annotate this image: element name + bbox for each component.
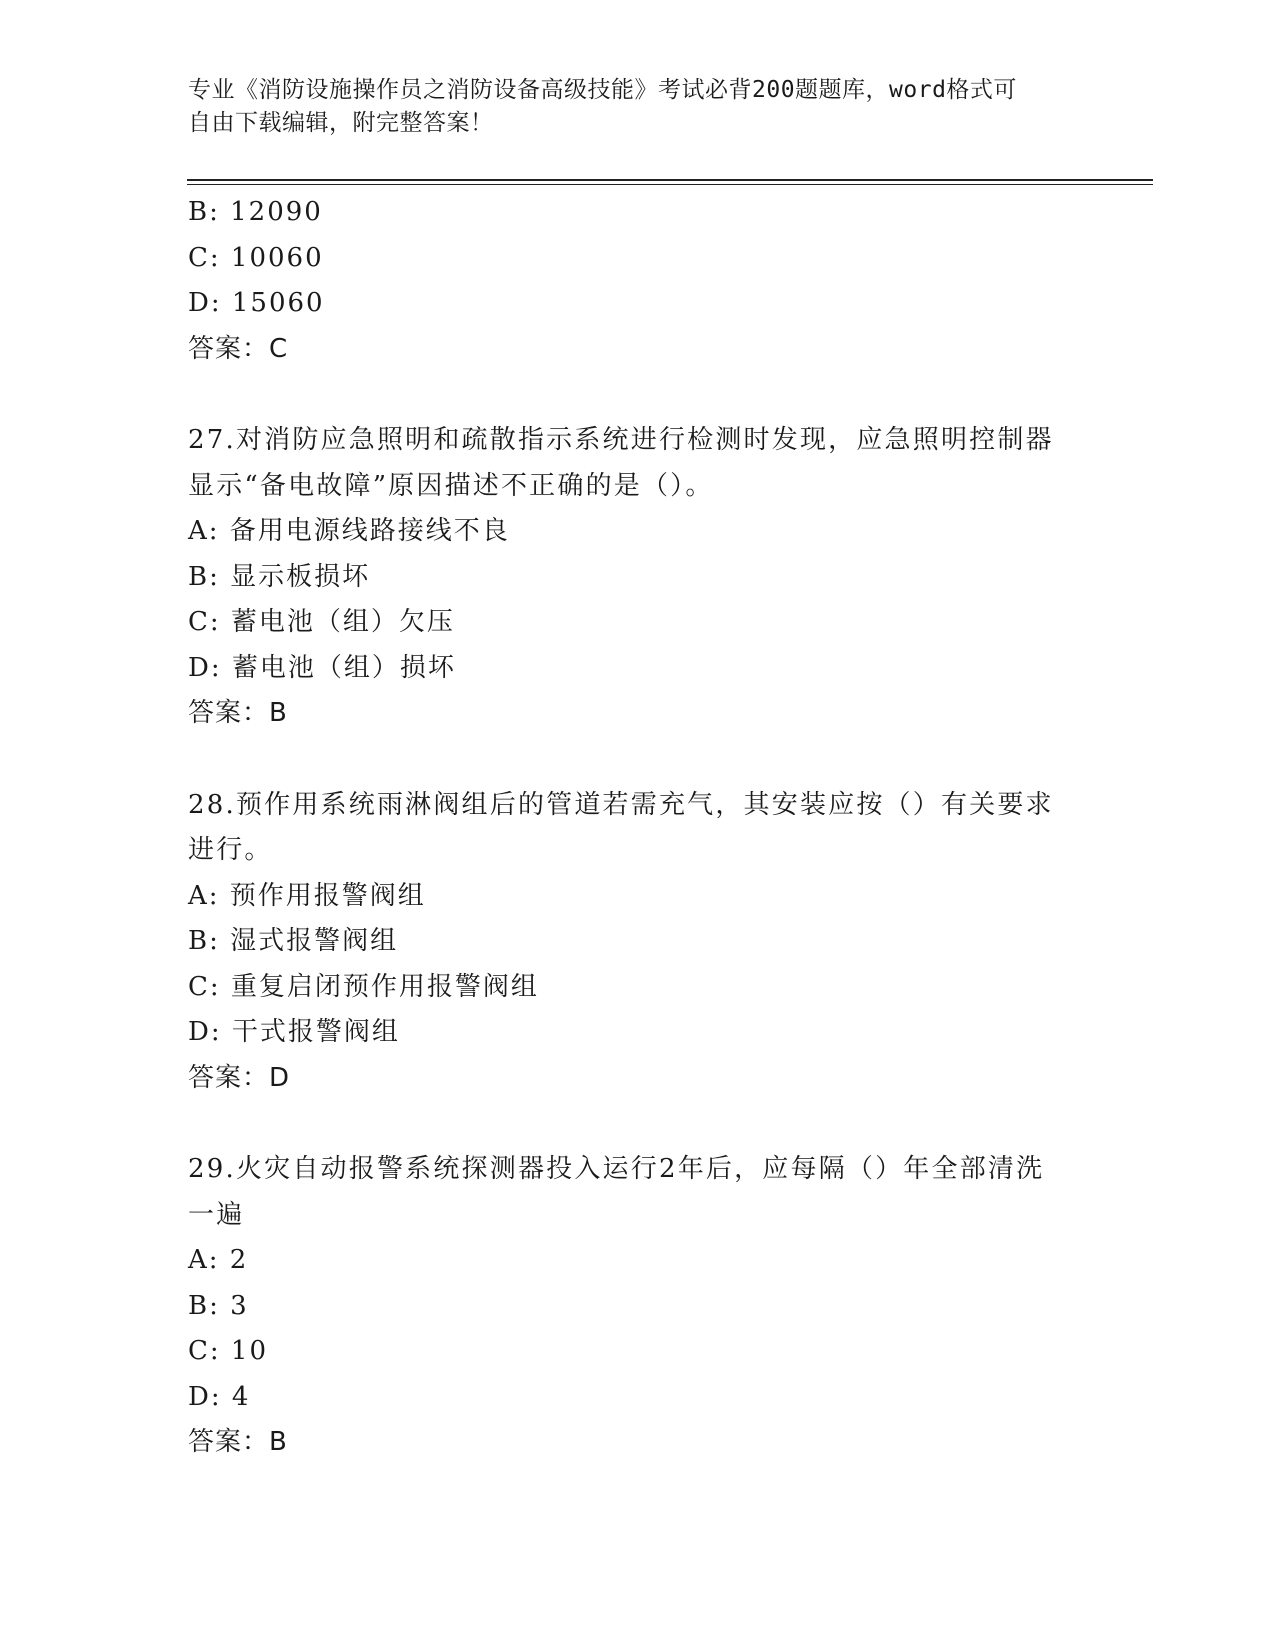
header-rule-thin: [187, 184, 1153, 185]
option-b: B: 12090: [188, 197, 323, 227]
question-list: [188, 190, 1088, 1466]
option-c: C: 10: [188, 1336, 269, 1366]
option-b: B: 湿式报警阀组: [188, 926, 399, 956]
option-a: A: 2: [188, 1245, 249, 1275]
answer: 答案：B: [188, 698, 288, 728]
option-a: A: 预作用报警阀组: [188, 880, 426, 911]
option-d: D: 4: [188, 1381, 251, 1412]
option-b: B: 3: [188, 1290, 249, 1321]
option-c: C: 10060: [188, 242, 324, 273]
question-text-line-2: 进行。: [188, 835, 273, 865]
header-rule-thick: [187, 179, 1153, 181]
option-c: C: 重复启闭预作用报警阀组: [188, 971, 539, 1002]
option-d: D: 蓄电池（组）损坏: [188, 652, 456, 683]
spacer: [188, 1101, 1088, 1147]
answer: 答案：C: [188, 333, 289, 364]
question-text-line-1: 27.对消防应急照明和疏散指示系统进行检测时发现，应急照明控制器: [188, 425, 1054, 455]
question-29: [188, 1147, 1088, 1466]
spacer: [188, 737, 1088, 783]
option-c: C: 蓄电池（组）欠压: [188, 607, 455, 637]
option-a: A: 备用电源线路接线不良: [188, 516, 510, 546]
question-26: [188, 190, 1088, 372]
answer: 答案：D: [188, 1062, 291, 1093]
question-text-line-2: 显示“备电故障”原因描述不正确的是（）。: [188, 470, 714, 501]
option-b: B: 显示板损坏: [188, 561, 371, 592]
question-text-line-2: 一遍: [188, 1199, 245, 1230]
header-line-1: 专业《消防设施操作员之消防设备高级技能》考试必背200题题库，word格式可: [188, 77, 1017, 103]
question-text-line-1: 28.预作用系统雨淋阀组后的管道若需充气，其安装应按（）有关要求: [188, 789, 1054, 820]
question-text-line-1: 29.火灾自动报警系统探测器投入运行2年后，应每隔（）年全部清洗: [188, 1154, 1045, 1184]
question-28: [188, 783, 1088, 1102]
header-line-2: 自由下载编辑，附完整答案！: [188, 110, 494, 136]
question-27: [188, 418, 1088, 737]
option-d: D: 干式报警阀组: [188, 1017, 400, 1047]
spacer: [188, 372, 1088, 418]
document-header: [188, 74, 1088, 140]
option-d: D: 15060: [188, 288, 325, 318]
answer: 答案：B: [188, 1427, 288, 1457]
